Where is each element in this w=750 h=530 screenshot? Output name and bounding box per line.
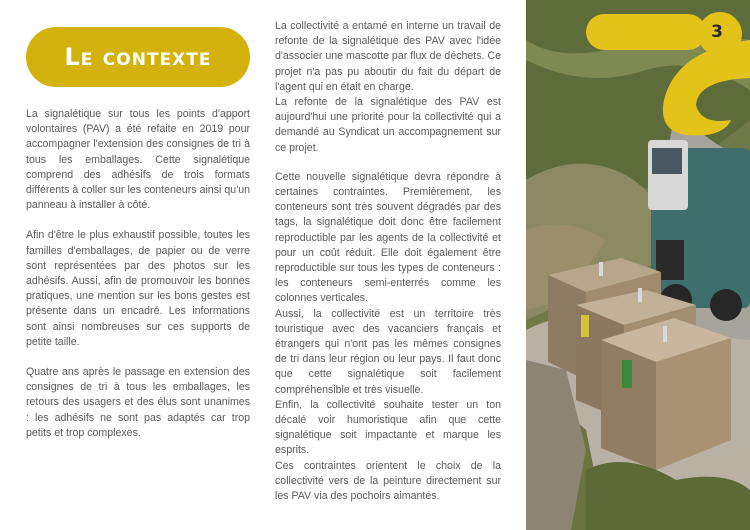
paragraph: Afin d'être le plus exhaustif possible, toutes les familles d'emballages, de papier ou de verre sont représentées par des photos sur les adhésifs. Aussi, afin de promouvoir les bonnes pratiques, une mention sur les bons gestes est présente dans un encadré. Les informations sont ainsi nombreuses sur ces supports de petite taille. [26,229,250,348]
left-text-column [26,107,250,456]
paragraph: Quatre ans après le passage en extension des consignes de tri à tous les emballages, les retours des usagers et des élus sont unanimes : les adhésifs ne sont pas adaptés car trop petits et trop complexes. [26,366,250,439]
paragraph: Ces contraintes orientent le choix de la collectivité vers de la peinture directement sur les PAV via des pochoirs aimantés. [275,459,501,503]
right-text-column [275,19,501,504]
containers-photo [526,0,750,530]
paragraph: La collectivité a entamé en interne un travail de refonte de la signalétique des PAV avec l'idée d'associer une mascotte par flux de déchets. Ce projet n'a pas pu aboutir du fait du départ de l'agent qui en était en charge. [275,20,501,93]
paragraph: La refonte de la signalétique des PAV est aujourd'hui une priorité pour la collectivité qui a demandé au Syndicat un accompagnement sur ce projet. [275,96,501,154]
paragraph: La signalétique sur tous les points d'apport volontaires (PAV) a été refaite en 2019 pour accompagner l'extension des consignes de tri à tous les emballages. Cette signalétique comprend des adhésifs de trois formats différents à coller sur les conteneurs ainsi qu'un panneau à installer à côté. [26,108,250,212]
paragraph: Enfin, la collectivité souhaite tester un ton décalé voir humoristique afin que cette signalétique soit impactante et marque les esprits. [275,398,501,457]
page-title: Le contexte [64,43,212,71]
page-number: 3 [711,22,723,42]
paragraph: Aussi, la collectivité est un territoire très touristique avec des vacanciers français et étrangers qui n'ont pas les mêmes consignes de tri dans leur région ou leur pays. Il faut donc que cette signalétique soit facilement compréhensible et très visuelle. [275,307,501,396]
title-banner [26,27,250,87]
paragraph: Cette nouvelle signalétique devra répondre à certaines contraintes. Premièrement, les conteneurs sont très souvent dégradés par des tags, la signalétique doit donc être facilement reproductible par les agents de la collectivité et pour un coût réduit. Elle doit également être reproductible sur tous les types de conteneurs : les conteneurs semi-enterrés comme les colonnes verticales. [275,170,501,305]
